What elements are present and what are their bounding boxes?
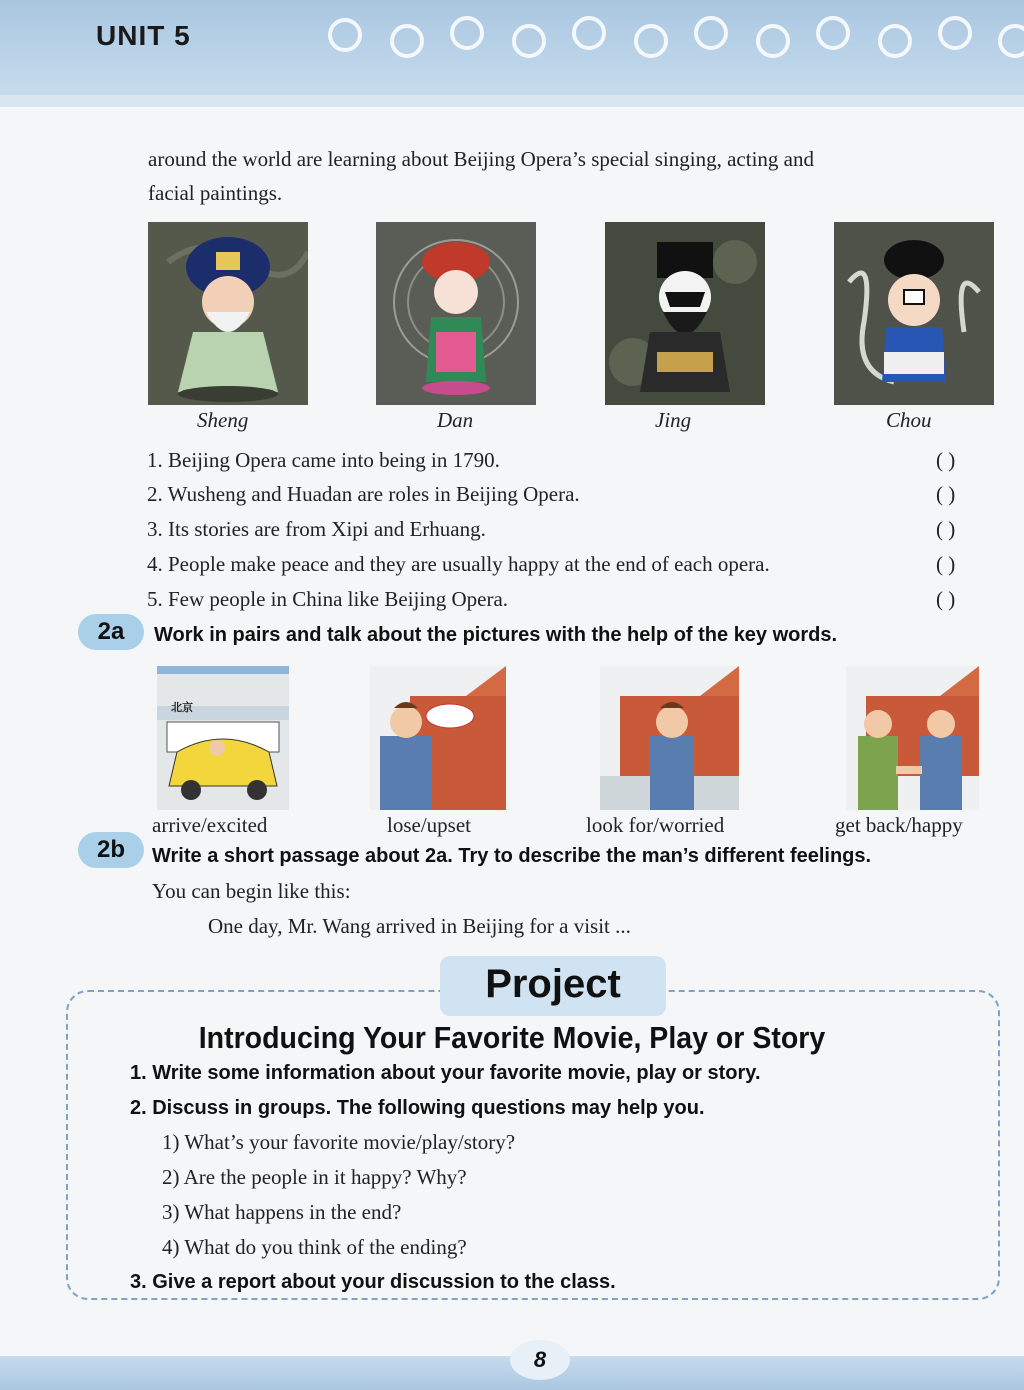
statement-3: 3. Its stories are from Xipi and Erhuang. — [147, 517, 486, 541]
task-2b-instruction: Write a short passage about 2a. Try to describe the man’s different feelings. — [152, 845, 872, 867]
task-2b-begin: You can begin like this: — [152, 879, 351, 903]
keyword-arrive: arrive/excited — [152, 813, 268, 837]
chou-picture — [834, 222, 994, 405]
dan-picture — [376, 222, 536, 405]
project-item-1: 1. Write some information about your favorite movie, play or story. — [130, 1062, 761, 1084]
beijing-sign: 北京 — [171, 701, 193, 714]
answer-blank-5[interactable]: ( ) — [936, 587, 956, 611]
caption-sheng: Sheng — [197, 408, 249, 432]
header-rings-decoration — [322, 14, 1024, 58]
picture-lose — [370, 666, 506, 810]
caption-chou: Chou — [886, 408, 932, 432]
project-question-4: 4) What do you think of the ending? — [162, 1235, 467, 1259]
keyword-lose: lose/upset — [387, 813, 471, 837]
answer-blank-1[interactable]: ( ) — [936, 448, 956, 472]
project-question-1: 1) What’s your favorite movie/play/story? — [162, 1130, 516, 1154]
caption-jing: Jing — [655, 408, 692, 432]
project-question-2: 2) Are the people in it happy? Why? — [162, 1165, 467, 1189]
project-title: Project — [485, 962, 621, 1006]
keyword-look-for: look for/worried — [586, 813, 725, 837]
caption-dan: Dan — [437, 408, 474, 432]
picture-look-for — [600, 666, 739, 810]
picture-arrive — [157, 666, 289, 810]
project-item-3: 3. Give a report about your discussion to the class. — [130, 1271, 616, 1293]
statement-2: 2. Wusheng and Huadan are roles in Beijing Opera. — [147, 482, 580, 506]
picture-get-back — [846, 666, 979, 810]
jing-picture — [605, 222, 765, 405]
unit-title: UNIT 5 — [96, 20, 191, 51]
statement-5: 5. Few people in China like Beijing Opera. — [147, 587, 509, 611]
page-number: 8 — [510, 1340, 570, 1380]
task-2b-sample: One day, Mr. Wang arrived in Beijing for a visit ... — [208, 914, 631, 938]
statement-1: 1. Beijing Opera came into being in 1790. — [147, 448, 500, 472]
project-item-2: 2. Discuss in groups. The following questions may help you. — [130, 1097, 705, 1119]
project-question-3: 3) What happens in the end? — [162, 1200, 402, 1224]
answer-blank-3[interactable]: ( ) — [936, 517, 956, 541]
task-2a-instruction: Work in pairs and talk about the pictures with the help of the key words. — [154, 624, 838, 646]
keyword-get-back: get back/happy — [835, 813, 963, 837]
header-divider — [0, 95, 1024, 107]
intro-line-2: facial paintings. — [148, 181, 283, 205]
badge-2b: 2b — [78, 832, 144, 868]
answer-blank-2[interactable]: ( ) — [936, 482, 956, 506]
badge-2a: 2a — [78, 614, 144, 650]
intro-line-1: around the world are learning about Beijing Opera’s special singing, acting and — [148, 147, 814, 171]
statement-4: 4. People make peace and they are usually happy at the end of each opera. — [147, 552, 770, 576]
answer-blank-4[interactable]: ( ) — [936, 552, 956, 576]
project-heading: Introducing Your Favorite Movie, Play or Story — [198, 1020, 826, 1055]
sheng-picture — [148, 222, 308, 405]
